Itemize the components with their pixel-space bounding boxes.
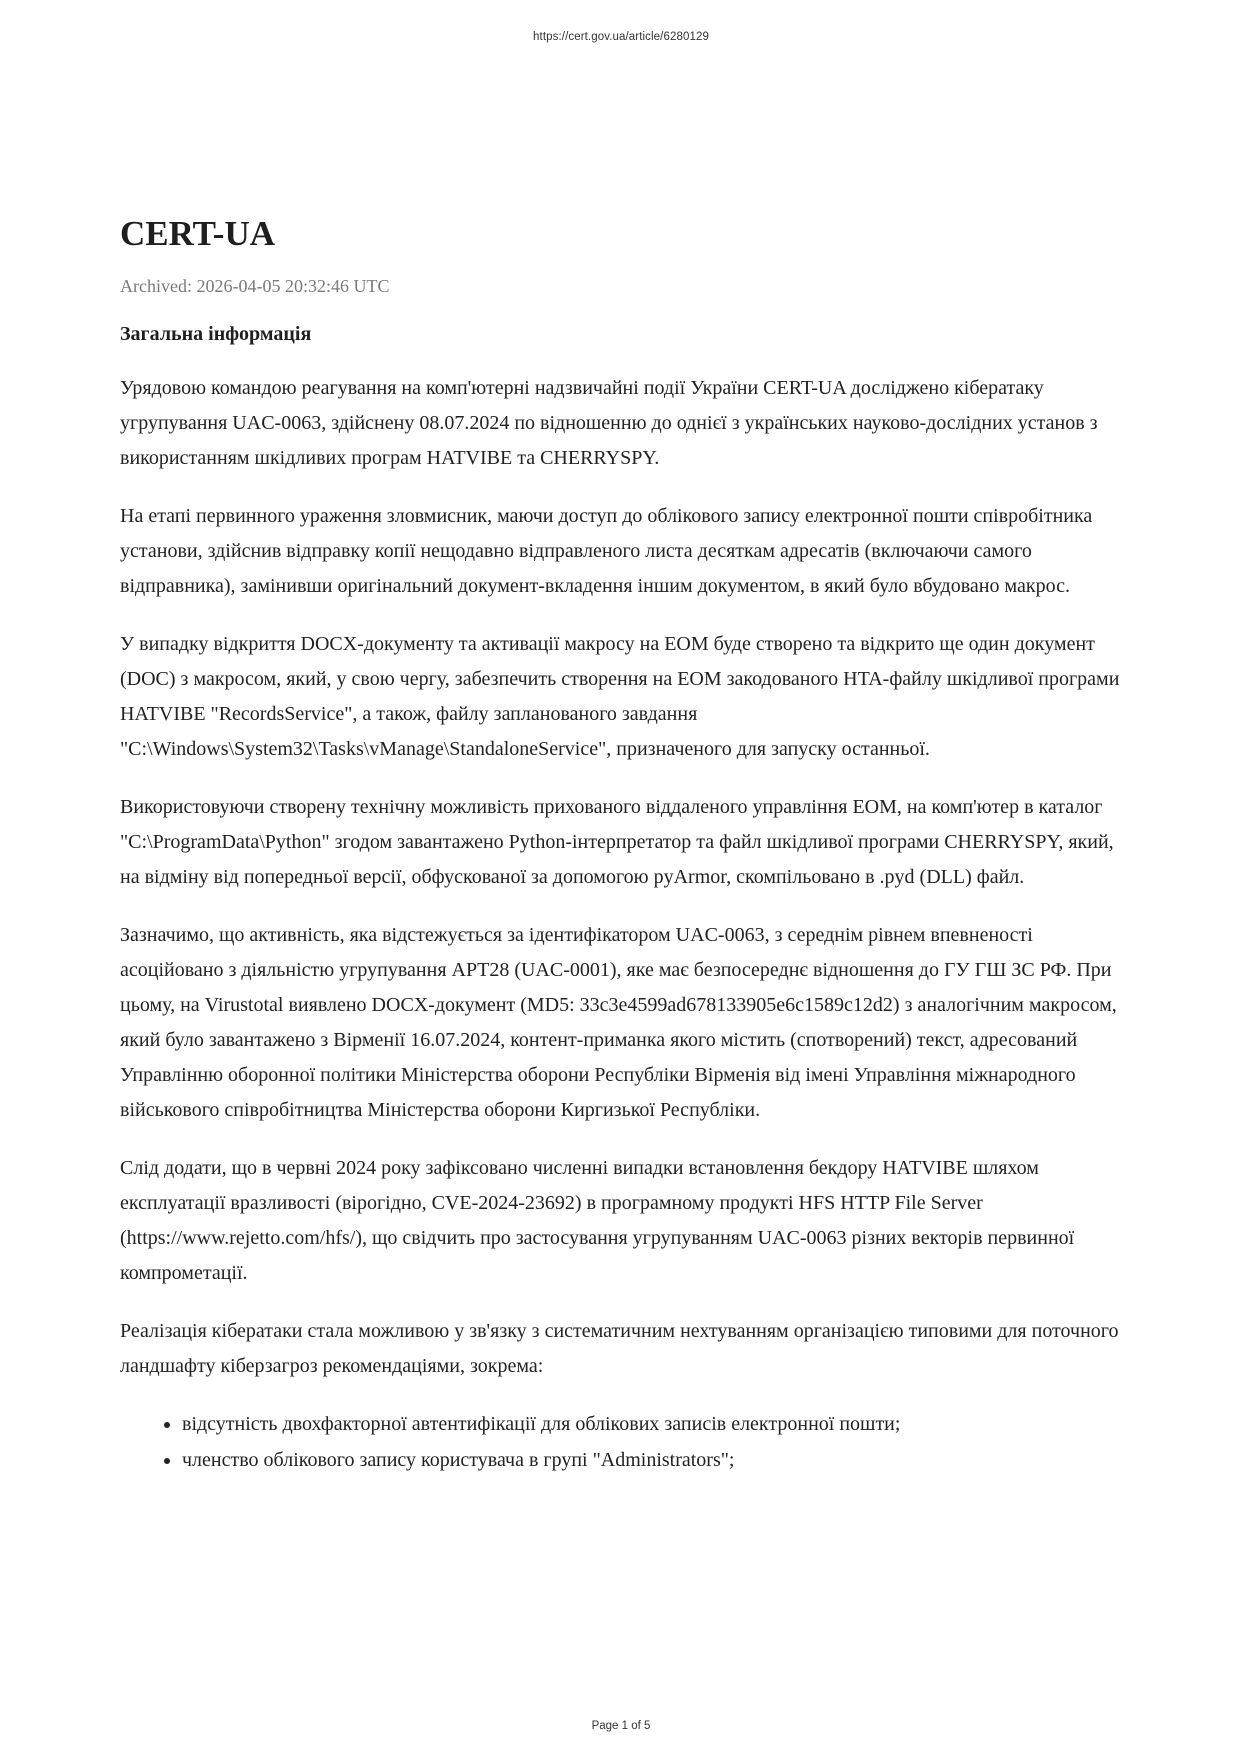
paragraph-initial-compromise: На етапі первинного ураження зловмисник, маючи доступ до облікового запису електронної пошти співробітника установи, здійснив відправку копії нещодавно відправленого листа десяткам адресатів (включаючи самого відправника), замінивши оригінальний документ-вкладення іншим документом, в який було вбудовано макрос. [120, 505, 1093, 597]
list-item: • відсутність двохфакторної автентифікації для облікових записів електронної пошти; [182, 1406, 1130, 1442]
recommendations-list [120, 1406, 1130, 1478]
page-number: Page 1 of 5 [591, 1720, 651, 1732]
paragraph-attribution: Зазначимо, що активність, яка відстежується за ідентифікатором UAC-0063, з середнім рівнем впевненості асоційовано з діяльністю угрупування APT28 (UAC-0001), яке має безпосереднє відношення до ГУ ГШ ЗС РФ. При цьому, на Virustotal виявлено DOCX-документ (MD5: 33c3e4599ad678133905e6c1589c12d2) з аналогічним макросом, який було завантажено з Вірменії 16.07.2024, контент-приманка якого містить (спотворений) текст, адресований Управлінню оборонної політики Міністерства оборони Республіки Вірменія від імені Управління міжнародного військового співробітництва Міністерства оборони Киргизької Республіки. [120, 924, 1117, 1121]
list-item: • членство облікового запису користувача в групі "Administrators"; [182, 1442, 1130, 1478]
paragraph-intro: Урядовою командою реагування на комп'ютерні надзвичайні події України CERT-UA досліджено кібератаку угрупування UAC-0063, здійснену 08.07.2024 по відношенню до однієї з українських науково-дослідних установ з використанням шкідливих програм HATVIBE та CHERRYSPY. [120, 377, 1098, 469]
paragraph-docx-macro: У випадку відкриття DOCX-документу та активації макросу на ЕОМ буде створено та відкрито ще один документ (DOC) з макросом, який, у свою чергу, забезпечить створення на ЕОМ закодованого HTA-файлу шкідливої програми HATVIBE "RecordsService", а також, файлу запланованого завдання "C:\Windows\System32\Tasks\vManage\StandaloneService", призначеного для запуску останньої. [120, 633, 1120, 760]
section-heading: Загальна інформація [120, 323, 312, 345]
paragraph-hfs-exploitation: Слід додати, що в червні 2024 року зафіксовано численні випадки встановлення бекдору HATVIBE шляхом експлуатації вразливості (вірогідно, CVE-2024-23692) в програмному продукті HFS HTTP File Server (https://www.rejetto.com/hfs/), що свідчить про застосування угрупуванням UAC-0063 різних векторів первинної компрометації. [120, 1157, 1075, 1284]
site-title: CERT-UA [120, 214, 276, 253]
archived-timestamp: Archived: 2026-04-05 20:32:46 UTC [120, 276, 390, 296]
page-url: https://cert.gov.ua/article/6280129 [533, 31, 709, 43]
paragraph-python-cherryspy: Використовуючи створену технічну можливість прихованого віддаленого управління ЕОМ, на комп'ютер в каталог "C:\ProgramData\Python" згодом завантажено Python-інтерпретатор та файл шкідливої програми CHERRYSPY, який, на відміну від попередньої версії, обфускованої за допомогою pyArmor, скомпільовано в .pyd (DLL) файл. [120, 796, 1114, 888]
paragraph-recommendations-intro: Реалізація кібератаки стала можливою у зв'язку з систематичним нехтуванням організацією типовими для поточного ландшафту кіберзагроз рекомендаціями, зокрема: [120, 1320, 1119, 1377]
article-content [120, 212, 1130, 1478]
